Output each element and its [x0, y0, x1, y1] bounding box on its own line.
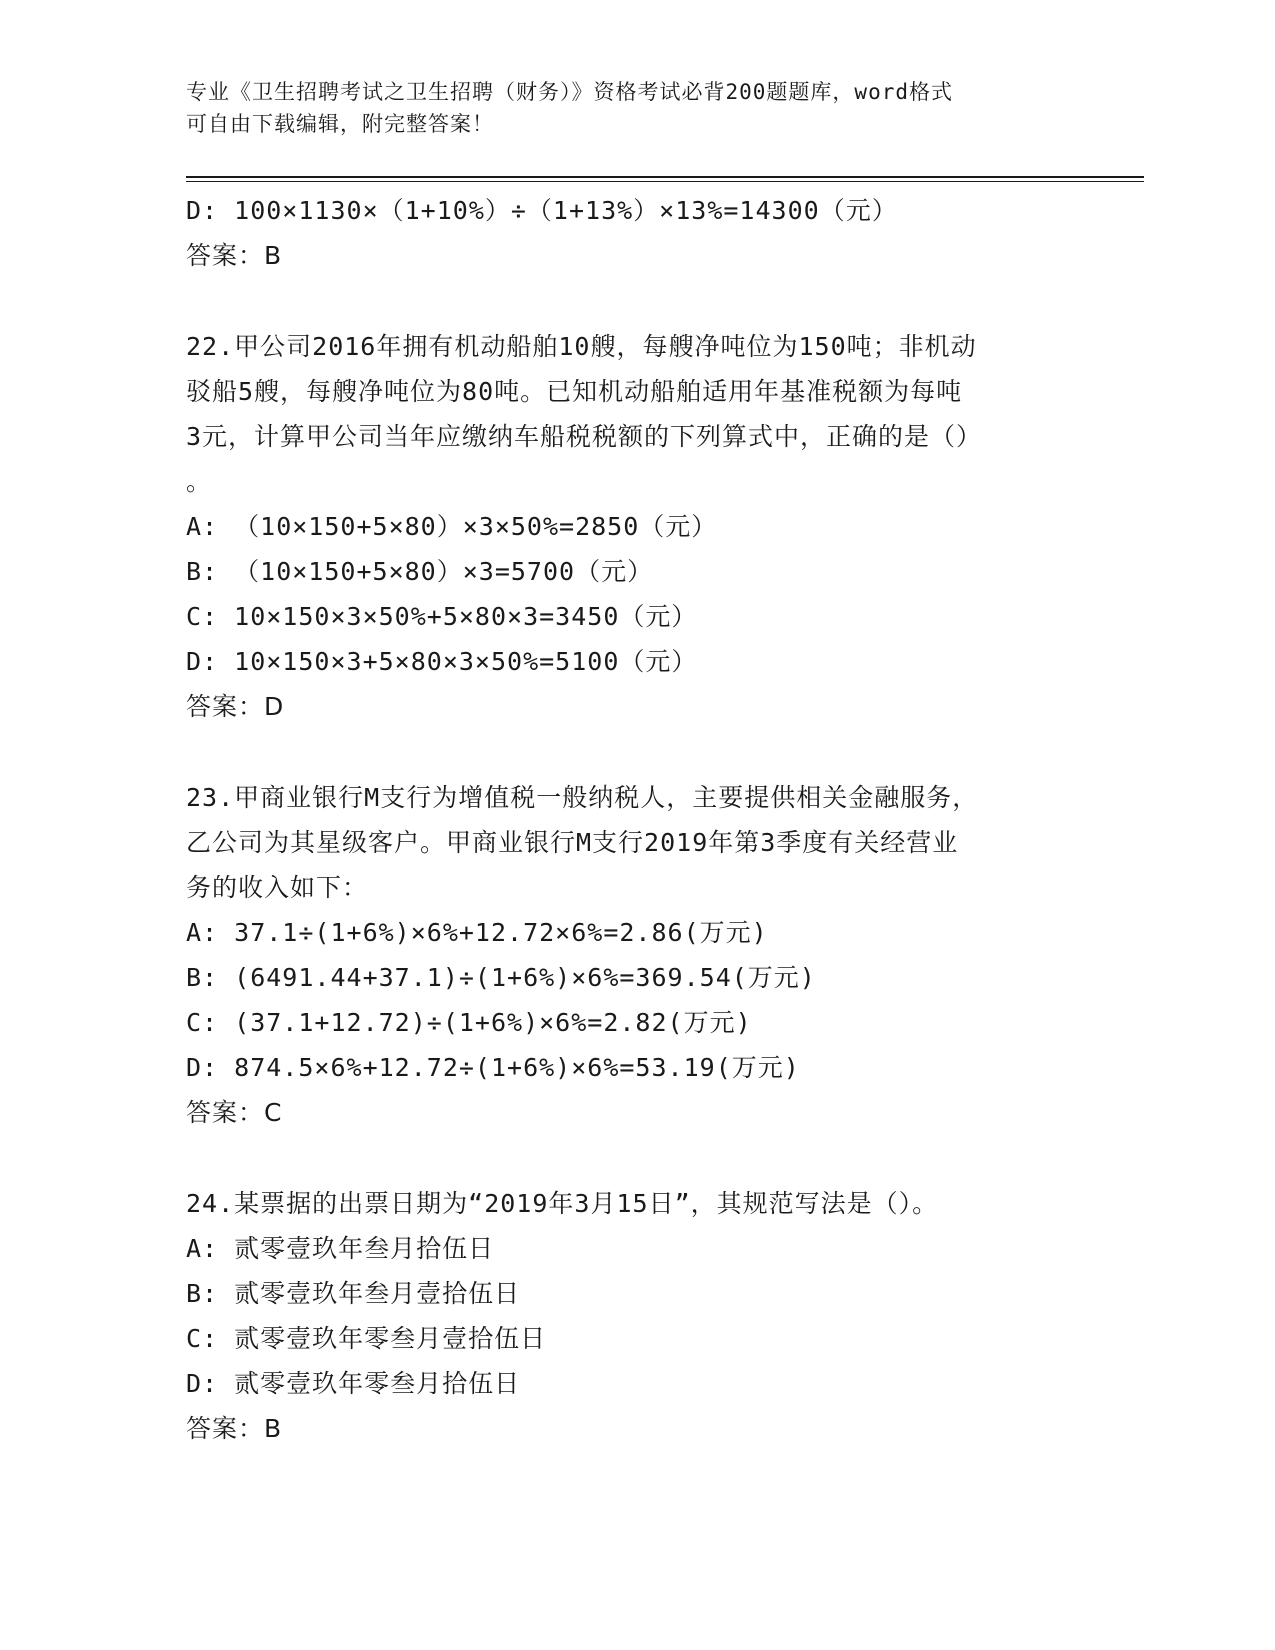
- question-22: [186, 324, 1086, 729]
- option-a: A: （10×150+5×80）×3×50%=2850（元）: [186, 512, 718, 541]
- option-c: C: (37.1+12.72)÷(1+6%)×6%=2.82(万元): [186, 1008, 752, 1037]
- question-text-line: 22.甲公司2016年拥有机动船舶10艘，每艘净吨位为150吨；非机动: [186, 332, 977, 361]
- question-text-line: 3元，计算甲公司当年应缴纳车船税税额的下列算式中，正确的是（）: [186, 422, 983, 451]
- option-d: D: 10×150×3+5×80×3×50%=5100（元）: [186, 647, 698, 676]
- option-d: D: 874.5×6%+12.72÷(1+6%)×6%=53.19(万元): [186, 1053, 800, 1082]
- answer-line: 答案：D: [186, 692, 285, 721]
- question-text-line: 驳船5艘，每艘净吨位为80吨。已知机动船舶适用年基准税额为每吨: [186, 377, 963, 406]
- header-divider-thin: [186, 181, 1144, 182]
- option-b: B: (6491.44+37.1)÷(1+6%)×6%=369.54(万元): [186, 963, 816, 992]
- option-d: D: 100×1130×（1+10%）÷（1+13%）×13%=14300（元）: [186, 196, 898, 225]
- question-23: [186, 775, 1086, 1135]
- header-title-line-1: 专业《卫生招聘考试之卫生招聘（财务）》资格考试必背200题题库，word格式: [186, 80, 953, 104]
- option-c: C: 贰零壹玖年零叁月壹拾伍日: [186, 1324, 547, 1353]
- option-b: B: 贰零壹玖年叁月壹拾伍日: [186, 1279, 521, 1308]
- option-a: A: 37.1÷(1+6%)×6%+12.72×6%=2.86(万元): [186, 918, 768, 947]
- question-text-line: 。: [186, 467, 213, 496]
- answer-line: 答案：B: [186, 241, 283, 270]
- option-c: C: 10×150×3×50%+5×80×3=3450（元）: [186, 602, 698, 631]
- question-text-line: 乙公司为其星级客户。甲商业银行M支行2019年第3季度有关经营业: [186, 828, 959, 857]
- option-a: A: 贰零壹玖年叁月拾伍日: [186, 1234, 495, 1263]
- document-header: [186, 76, 1066, 140]
- spacer: [186, 1135, 1086, 1181]
- spacer: [186, 278, 1086, 324]
- option-b: B: （10×150+5×80）×3=5700（元）: [186, 557, 654, 586]
- header-title-line-2: 可自由下载编辑，附完整答案！: [186, 112, 494, 136]
- question-text-line: 23.甲商业银行M支行为增值税一般纳税人，主要提供相关金融服务，: [186, 783, 979, 812]
- question-21-tail: [186, 188, 1086, 278]
- question-text-line: 24.某票据的出票日期为“2019年3月15日”，其规范写法是（）。: [186, 1189, 939, 1218]
- header-divider-thick: [186, 176, 1144, 178]
- spacer: [186, 729, 1086, 775]
- question-list: [186, 188, 1086, 1451]
- question-24: [186, 1181, 1086, 1451]
- answer-line: 答案：C: [186, 1098, 283, 1127]
- question-text-line: 务的收入如下：: [186, 873, 369, 902]
- option-d: D: 贰零壹玖年零叁月拾伍日: [186, 1369, 521, 1398]
- answer-line: 答案：B: [186, 1414, 283, 1443]
